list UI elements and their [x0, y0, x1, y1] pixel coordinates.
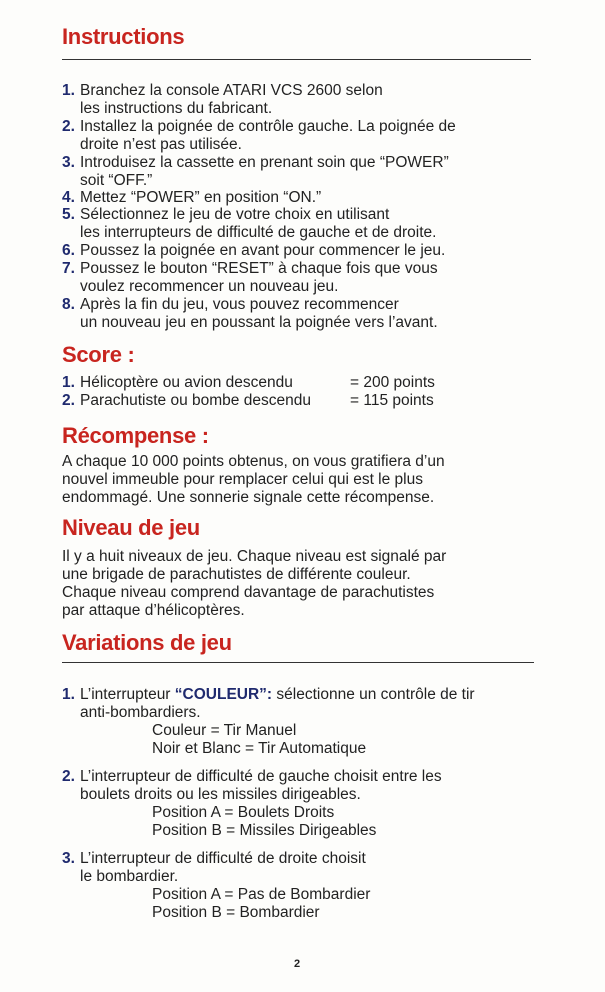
recompense-heading: Récompense : [62, 423, 209, 448]
item-number: 3. [62, 154, 75, 171]
item-number: 5. [62, 206, 75, 223]
instruction-item-2: 2. Installez la poignée de contrôle gauche. La poignée de droite n’est pas utilisée. [62, 118, 456, 153]
variation-1-options: Couleur = Tir Manuel Noir et Blanc = Tir Automatique [152, 722, 367, 757]
niveau-paragraph: Il y a huit niveaux de jeu. Chaque niveau est signalé par une brigade de parachutistes de différente couleur. Chaque niveau comprend davantage de parachutistes par attaque d’hélicoptères. [62, 548, 447, 619]
instruction-item-3: 3. Introduisez la cassette en prenant soin que “POWER” soit “OFF.” [62, 154, 449, 189]
variation-item-1: 1. L’interrupteur “COULEUR”: sélectionne un contrôle de tir anti-bombardiers. [62, 686, 475, 721]
recompense-paragraph: A chaque 10 000 points obtenus, on vous gratifiera d’un nouvel immeuble pour remplacer celui qui est le plus endommagé. Une sonnerie signale cette récompense. [62, 453, 445, 506]
instruction-item-7: 7. Poussez le bouton “RESET” à chaque fois que vous voulez recommencer un nouveau jeu. [62, 260, 438, 295]
item-number: 2. [62, 118, 75, 135]
instruction-item-8: 8. Après la fin du jeu, vous pouvez recommencer un nouveau jeu en poussant la poignée vers l’avant. [62, 296, 438, 331]
item-number: 1. [62, 374, 75, 391]
instructions-heading: Instructions [62, 24, 185, 49]
page-number: 2 [294, 958, 301, 970]
score-item-1: 1. Hélicoptère ou avion descendu = 200 points [62, 374, 435, 391]
couleur-keyword: “COULEUR”: [174, 686, 273, 703]
item-number: 1. [62, 686, 75, 703]
instruction-item-5: 5. Sélectionnez le jeu de votre choix en utilisant les interrupteurs de difficulté de gauche et de droite. [62, 206, 437, 241]
item-number: 1. [62, 82, 75, 99]
variation-item-3: 3. L’interrupteur de difficulté de droite choisit le bombardier. [62, 850, 366, 885]
score-heading: Score : [62, 342, 135, 367]
heading-divider [62, 662, 534, 663]
item-number: 2. [62, 768, 75, 785]
instruction-item-1: 1. Branchez la console ATARI VCS 2600 selon les instructions du fabricant. [62, 82, 383, 117]
item-number: 4. [62, 189, 75, 206]
score-item-2: 2. Parachutiste ou bombe descendu = 115 points [62, 392, 434, 409]
score-value: = 200 points [350, 374, 435, 391]
item-number: 8. [62, 296, 75, 313]
variation-2-options: Position A = Boulets Droits Position B = Missiles Dirigeables [152, 804, 377, 839]
item-number: 2. [62, 392, 75, 409]
instruction-item-6: 6. Poussez la poignée en avant pour commencer le jeu. [62, 242, 446, 259]
niveau-heading: Niveau de jeu [62, 515, 200, 540]
variation-item-2: 2. L’interrupteur de difficulté de gauche choisit entre les boulets droits ou les missiles dirigeables. [62, 768, 442, 803]
heading-divider [62, 59, 531, 60]
variations-heading: Variations de jeu [62, 630, 232, 655]
variation-3-options: Position A = Pas de Bombardier Position B = Bombardier [152, 886, 371, 921]
score-value: = 115 points [350, 392, 434, 409]
item-number: 3. [62, 850, 75, 867]
instruction-item-4: 4. Mettez “POWER” en position “ON.” [62, 189, 322, 206]
item-number: 7. [62, 260, 75, 277]
item-number: 6. [62, 242, 75, 259]
